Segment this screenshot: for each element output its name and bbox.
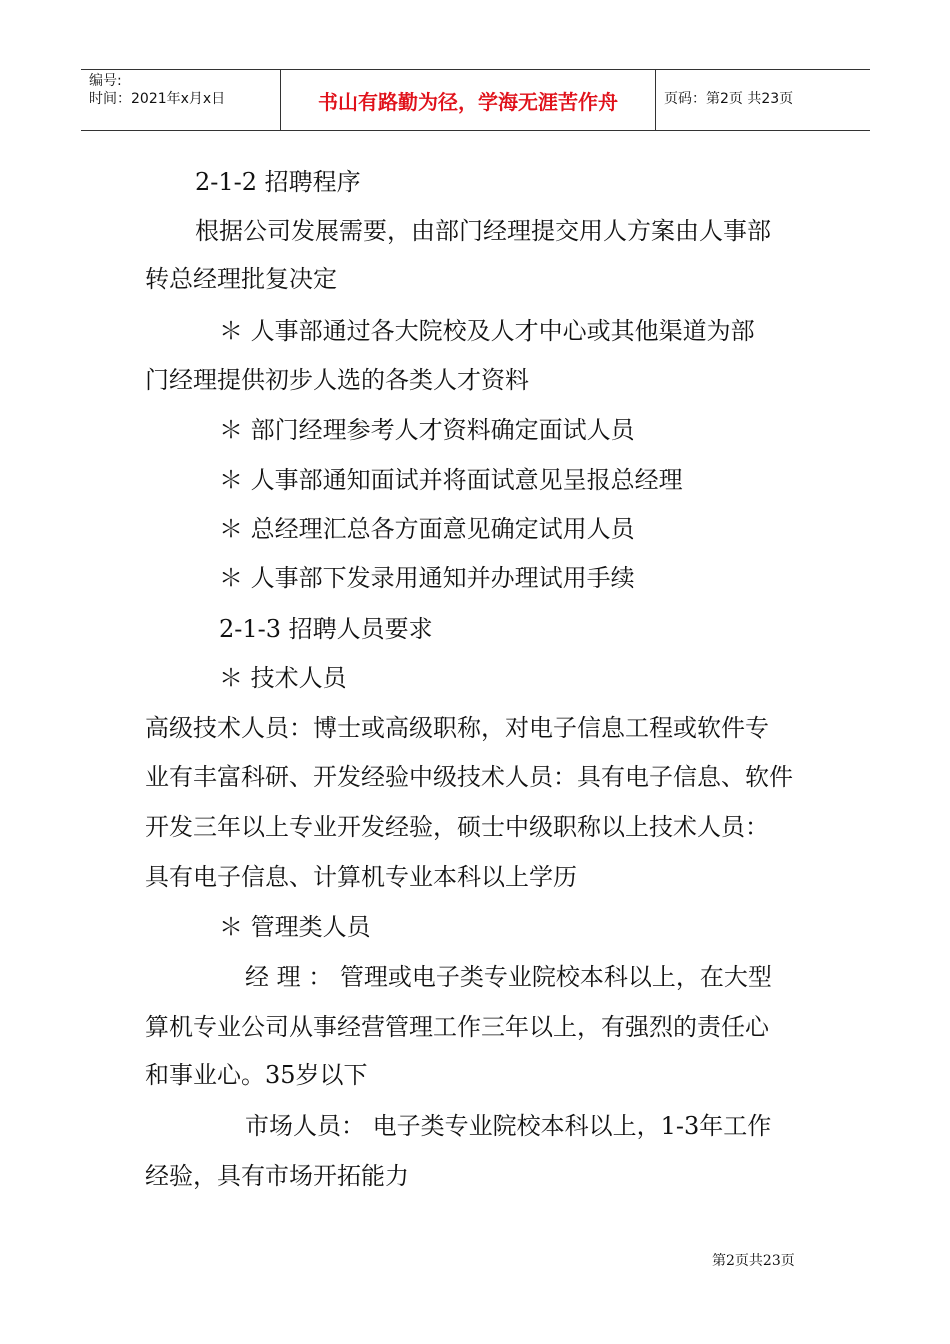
paragraph-line: 转总经理批复决定 [145, 265, 337, 293]
bullet-item: ＊ 管理类人员 [219, 913, 371, 941]
paragraph-line: 算机专业公司从事经营管理工作三年以上，有强烈的责任心 [145, 1013, 769, 1041]
bullet-item: ＊ 人事部下发录用通知并办理试用手续 [219, 564, 635, 592]
bullet-item: ＊ 部门经理参考人才资料确定面试人员 [219, 416, 635, 444]
bullet-item: ＊ 技术人员 [219, 664, 347, 692]
section-heading: 2-1-3 招聘人员要求 [219, 615, 433, 643]
paragraph-line: 经验，具有市场开拓能力 [145, 1162, 409, 1190]
header-page-number: 页码：第2页 共23页 [664, 91, 794, 107]
bullet-item: ＊ 人事部通知面试并将面试意见呈报总经理 [219, 466, 683, 494]
paragraph-line: 具有电子信息、计算机专业本科以上学历 [145, 863, 577, 891]
serial-label: 编号: [89, 73, 122, 89]
paragraph-line: 和事业心。35岁以下 [145, 1061, 368, 1089]
page-footer: 第2页共23页 [712, 1253, 795, 1269]
bullet-item: ＊ 人事部通过各大院校及人才中心或其他渠道为部 [219, 317, 755, 345]
paragraph-line: 门经理提供初步人选的各类人才资料 [145, 366, 529, 394]
section-heading: 2-1-2 招聘程序 [195, 168, 361, 196]
paragraph-line: 经 理 ： 管理或电子类专业院校本科以上，在大型 [245, 963, 772, 991]
paragraph-line: 高级技术人员：博士或高级职称，对电子信息工程或软件专 [145, 714, 769, 742]
page-header [81, 69, 870, 131]
paragraph-line: 业有丰富科研、开发经验中级技术人员：具有电子信息、软件 [145, 763, 793, 791]
header-info [89, 72, 225, 108]
header-divider [655, 70, 656, 130]
header-motto: 书山有路勤为径，学海无涯苦作舟 [318, 89, 618, 114]
paragraph-line: 根据公司发展需要，由部门经理提交用人方案由人事部 [195, 217, 771, 245]
paragraph-line: 开发三年以上专业开发经验，硕士中级职称以上技术人员： [145, 813, 769, 841]
time-label: 时间：2021年x月x日 [89, 91, 226, 107]
bullet-item: ＊ 总经理汇总各方面意见确定试用人员 [219, 515, 635, 543]
paragraph-line: 市场人员： 电子类专业院校本科以上，1-3年工作 [245, 1112, 772, 1140]
